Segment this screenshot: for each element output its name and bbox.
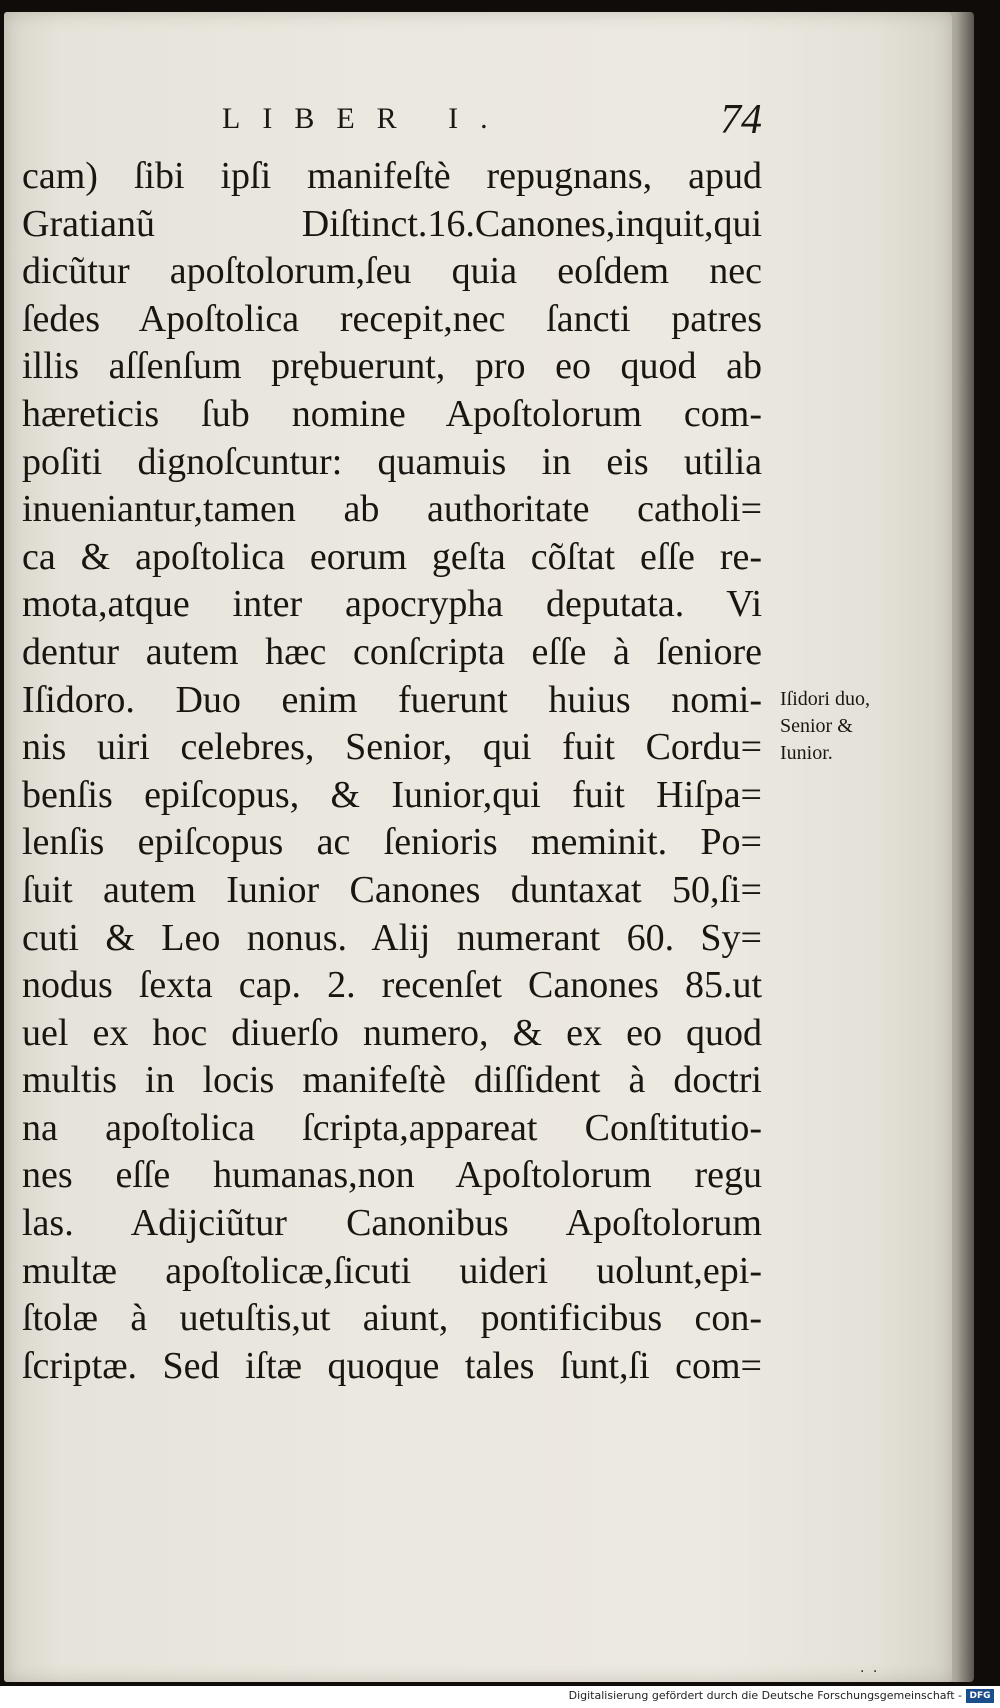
running-head: LIBER I. bbox=[222, 102, 510, 135]
text-line: hæreticis ſub nomine Apoſtolorum com- bbox=[22, 392, 762, 435]
text-line: dicũtur apoſtolorum,ſeu quia eoſdem nec bbox=[22, 250, 762, 293]
text-line: Iſidoro. Duo enim fuerunt huius nomi- bbox=[22, 678, 762, 721]
text-line: ſuit autem Iunior Canones duntaxat 50,ſi= bbox=[22, 868, 762, 911]
text-line: mota,atque inter apocrypha deputata. Vi bbox=[22, 583, 762, 626]
text-line: ſedes Apoſtolica recepit,nec ſancti patres bbox=[22, 297, 762, 340]
funding-note: Digitalisierung gefördert durch die Deutsche Forschungsgemeinschaft - bbox=[568, 1689, 962, 1702]
marginal-note bbox=[780, 686, 930, 767]
ink-specks: · · bbox=[860, 1664, 880, 1680]
text-line: las. Adijciũtur Canonibus Apoſtolorum bbox=[22, 1202, 762, 1245]
text-line: cuti & Leo nonus. Alij numerant 60. Sy= bbox=[22, 916, 762, 959]
text-line: Gratianũ Diſtinct.16.Canones,inquit,qui bbox=[22, 202, 762, 245]
text-line: ſcriptæ. Sed iſtæ quoque tales ſunt,ſi com= bbox=[22, 1344, 762, 1387]
paper-sheet bbox=[4, 12, 952, 1682]
digitization-footer bbox=[0, 1686, 1000, 1708]
text-line: nis uiri celebres, Senior, qui fuit Cordu= bbox=[22, 726, 762, 769]
text-line: inueniantur,tamen ab authoritate catholi= bbox=[22, 488, 762, 531]
text-line: poſiti dignoſcuntur: quamuis in eis utilia bbox=[22, 440, 762, 483]
text-line: nes eſſe humanas,non Apoſtolorum regu bbox=[22, 1154, 762, 1197]
dfg-logo-icon: DFG bbox=[966, 1689, 994, 1703]
marginal-note-line: Senior & bbox=[780, 715, 853, 737]
text-line: ca & apoſtolica eorum geſta cõſtat eſſe re- bbox=[22, 535, 762, 578]
text-line: ſtolæ à uetuſtis,ut aiunt, pontificibus con- bbox=[22, 1297, 762, 1340]
page-number: 74 bbox=[720, 97, 762, 143]
text-line: cam) ſibi ipſi manifeſtè repugnans, apud bbox=[22, 155, 762, 197]
text-line: dentur autem hæc conſcripta eſſe à ſeniore bbox=[22, 630, 762, 673]
text-line: nodus ſexta cap. 2. recenſet Canones 85.ut bbox=[22, 964, 762, 1007]
text-line: multis in locis manifeſtè diſſident à doctri bbox=[22, 1059, 762, 1102]
marginal-note-line: Iunior. bbox=[780, 742, 833, 764]
text-line: benſis epiſcopus, & Iunior,qui fuit Hiſpa= bbox=[22, 773, 762, 816]
text-line: illis aſſenſum prębuerunt, pro eo quod ab bbox=[22, 345, 762, 388]
text-line: lenſis epiſcopus ac ſenioris meminit. Po= bbox=[22, 821, 762, 864]
marginal-note-line: Iſidori duo, bbox=[780, 688, 870, 710]
page-header bbox=[4, 96, 952, 146]
text-line: na apoſtolica ſcripta,appareat Conſtitutio- bbox=[22, 1106, 762, 1149]
text-line: uel ex hoc diuerſo numero, & ex eo quod bbox=[22, 1011, 762, 1054]
text-line: multæ apoſtolicæ,ſicuti uideri uolunt,epi- bbox=[22, 1249, 762, 1292]
body-text-block bbox=[22, 153, 762, 1390]
